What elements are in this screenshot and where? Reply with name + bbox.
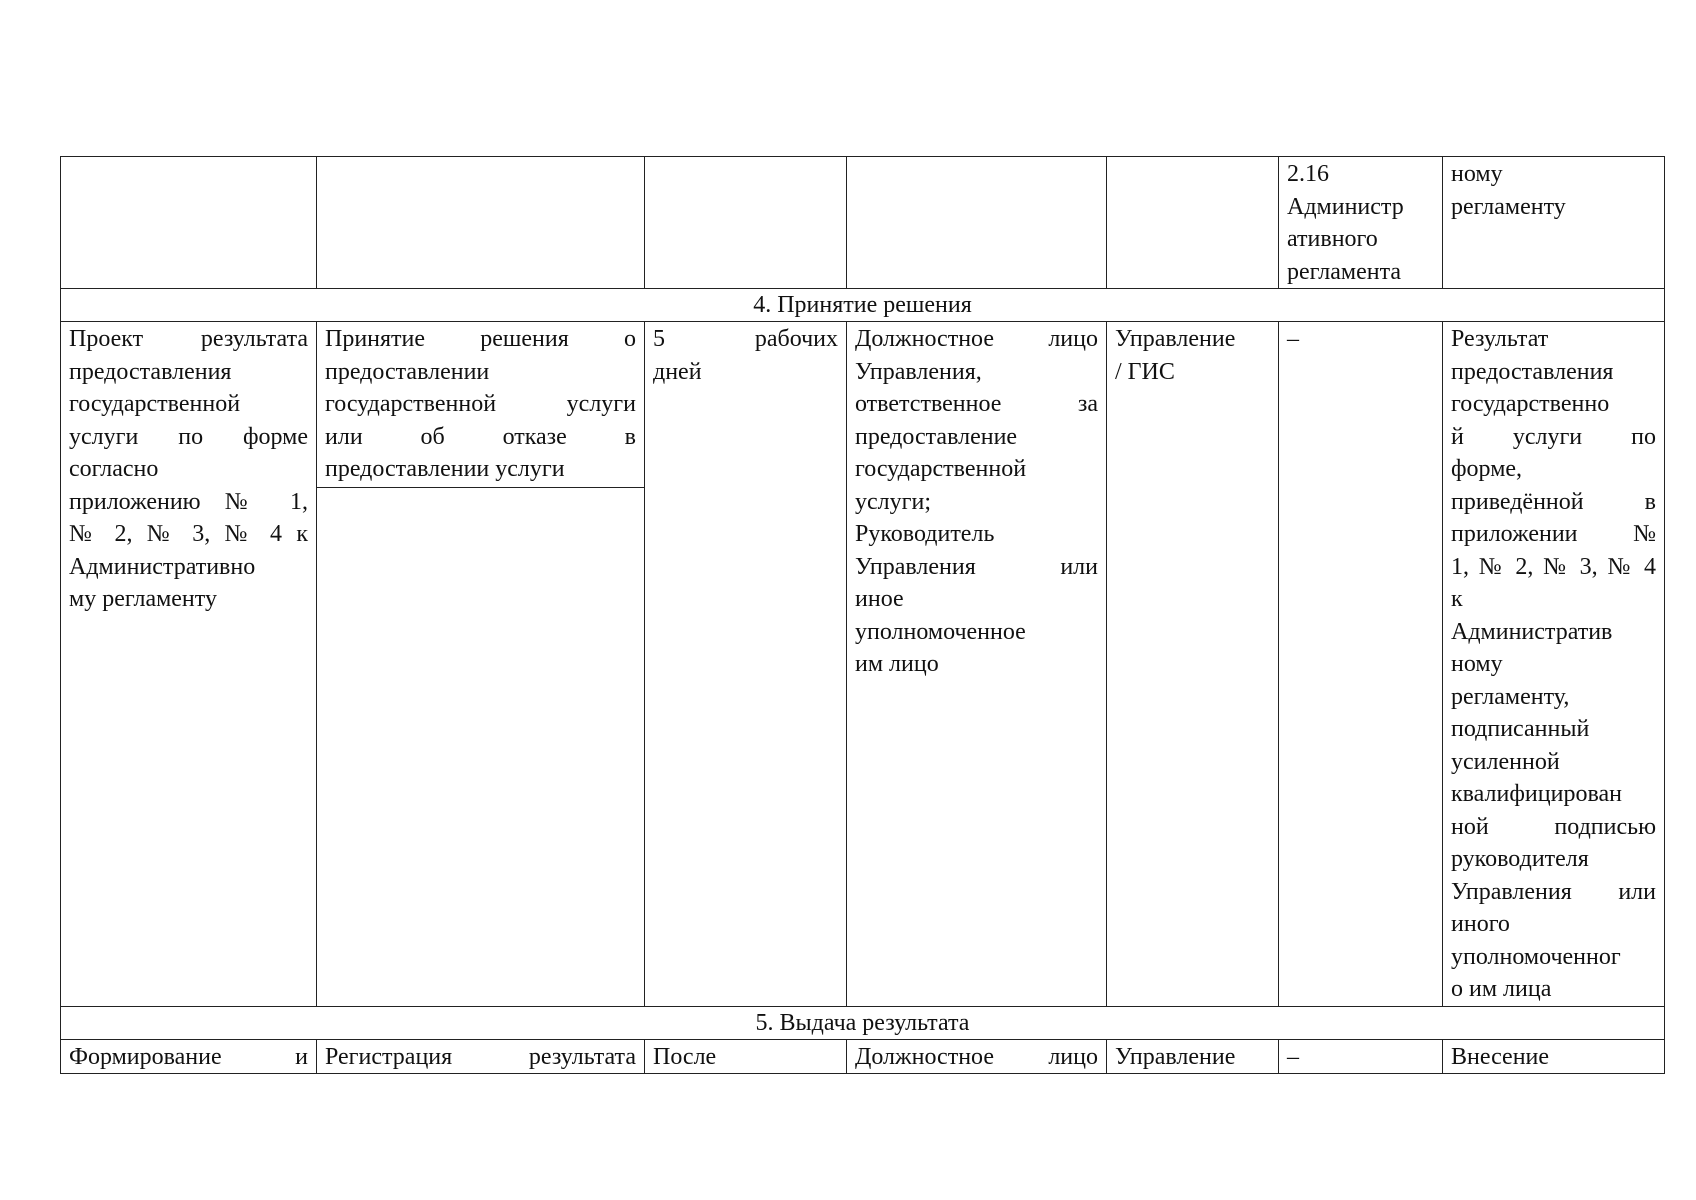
cell-criteria <box>1279 1039 1443 1074</box>
cell-line: – <box>1287 1043 1299 1070</box>
action-text-block <box>317 323 644 488</box>
cell-responsible <box>847 1039 1107 1074</box>
table-row-issue <box>61 1039 1665 1074</box>
table-row-decision <box>61 322 1665 1007</box>
cell-action <box>317 1039 645 1074</box>
cell-line: № 2, № 3, № 4 к <box>69 521 308 547</box>
cell-line: ной подписью <box>1451 813 1656 840</box>
cell-line: форме, <box>1451 456 1523 482</box>
cell-regulation-reference <box>1279 157 1443 289</box>
cell-line: После <box>653 1043 717 1070</box>
cell-line: дней <box>653 358 702 385</box>
cell-line: руководителя <box>1451 846 1589 872</box>
cell-result <box>1443 1039 1665 1074</box>
cell-line: Управления или <box>1451 878 1656 905</box>
cell-line: ативного <box>1287 226 1378 252</box>
cell-line: предоставления <box>1451 358 1614 385</box>
cell-line: Управления или <box>855 553 1098 580</box>
cell-action <box>317 322 645 1007</box>
cell-line: регламента <box>1287 258 1402 285</box>
cell-empty-5 <box>1107 157 1279 289</box>
cell-line: / ГИС <box>1115 358 1175 385</box>
cell-line: Управление <box>1115 1043 1236 1070</box>
cell-line: ответственное за <box>855 391 1098 417</box>
cell-line: Административно <box>69 553 256 580</box>
cell-line: Управления, <box>855 358 982 385</box>
cell-line: приведённой в <box>1451 488 1656 515</box>
section-row-decision <box>61 289 1665 322</box>
cell-line: иное <box>855 586 904 612</box>
cell-location <box>1107 1039 1279 1074</box>
cell-line: предоставления <box>69 358 232 385</box>
cell-empty-4 <box>847 157 1107 289</box>
cell-empty-2 <box>317 157 645 289</box>
cell-line: уполномоченног <box>1451 943 1621 970</box>
cell-line: государственной <box>69 391 241 417</box>
cell-line: государственной <box>855 456 1027 482</box>
cell-line: подписанный <box>1451 716 1590 742</box>
cell-line: им лицо <box>855 651 939 677</box>
cell-location <box>1107 322 1279 1007</box>
cell-line: регламенту <box>1451 193 1566 220</box>
cell-line: Проект результата <box>69 326 308 352</box>
cell-basis <box>61 1039 317 1074</box>
cell-line: Формирование и <box>69 1043 308 1070</box>
cell-line: Администр <box>1287 193 1404 220</box>
cell-line: ному <box>1451 161 1503 187</box>
cell-line: Должностное лицо <box>855 1043 1098 1070</box>
cell-line: о им лица <box>1451 976 1552 1002</box>
cell-line: му регламенту <box>69 586 217 612</box>
cell-line: государственно <box>1451 391 1610 417</box>
cell-line: Руководитель <box>855 521 995 547</box>
cell-line: 1, № 2, № 3, № 4 <box>1451 553 1656 580</box>
section-row-issue <box>61 1006 1665 1039</box>
cell-line: предоставление <box>855 423 1018 450</box>
cell-line: – <box>1287 326 1299 352</box>
cell-empty-3 <box>645 157 847 289</box>
cell-line: или об отказе в <box>325 423 636 450</box>
cell-line: согласно <box>69 456 159 482</box>
cell-line: Внесение <box>1451 1043 1550 1070</box>
cell-line: усиленной <box>1451 748 1560 775</box>
cell-line: предоставлении услуги <box>325 456 565 482</box>
cell-line: уполномоченное <box>855 618 1026 645</box>
cell-line: Управление <box>1115 326 1236 352</box>
section-title-issue: 5. Выдача результата <box>61 1006 1665 1039</box>
cell-line: приложению № 1, <box>69 488 308 515</box>
cell-line: услуги по форме <box>69 423 308 450</box>
section-title-decision: 4. Принятие решения <box>61 289 1665 322</box>
cell-line: ному <box>1451 651 1503 677</box>
cell-line: Результат <box>1451 326 1549 352</box>
cell-responsible <box>847 322 1107 1007</box>
cell-criteria <box>1279 322 1443 1007</box>
cell-line: услуги; <box>855 488 931 515</box>
cell-duration <box>645 1039 847 1074</box>
cell-basis <box>61 322 317 1007</box>
table-row-continuation <box>61 157 1665 289</box>
cell-line: Административ <box>1451 618 1613 645</box>
cell-line: 5 рабочих <box>653 326 838 352</box>
cell-line: 2.16 <box>1287 161 1329 187</box>
cell-line: государственной услуги <box>325 391 636 417</box>
cell-line: Должностное лицо <box>855 326 1098 352</box>
regulation-table <box>60 156 1665 1074</box>
cell-line: й услуги по <box>1451 423 1656 450</box>
cell-result <box>1443 322 1665 1007</box>
cell-empty-1 <box>61 157 317 289</box>
cell-line: иного <box>1451 911 1510 937</box>
cell-line: квалифицирован <box>1451 781 1622 807</box>
cell-line: регламенту, <box>1451 683 1570 710</box>
cell-line: Принятие решения о <box>325 326 636 352</box>
cell-result-continuation <box>1443 157 1665 289</box>
cell-line: предоставлении <box>325 358 490 385</box>
cell-duration <box>645 322 847 1007</box>
cell-line: к <box>1451 586 1463 612</box>
cell-line: приложении № <box>1451 521 1656 547</box>
cell-line: Регистрация результата <box>325 1043 636 1070</box>
